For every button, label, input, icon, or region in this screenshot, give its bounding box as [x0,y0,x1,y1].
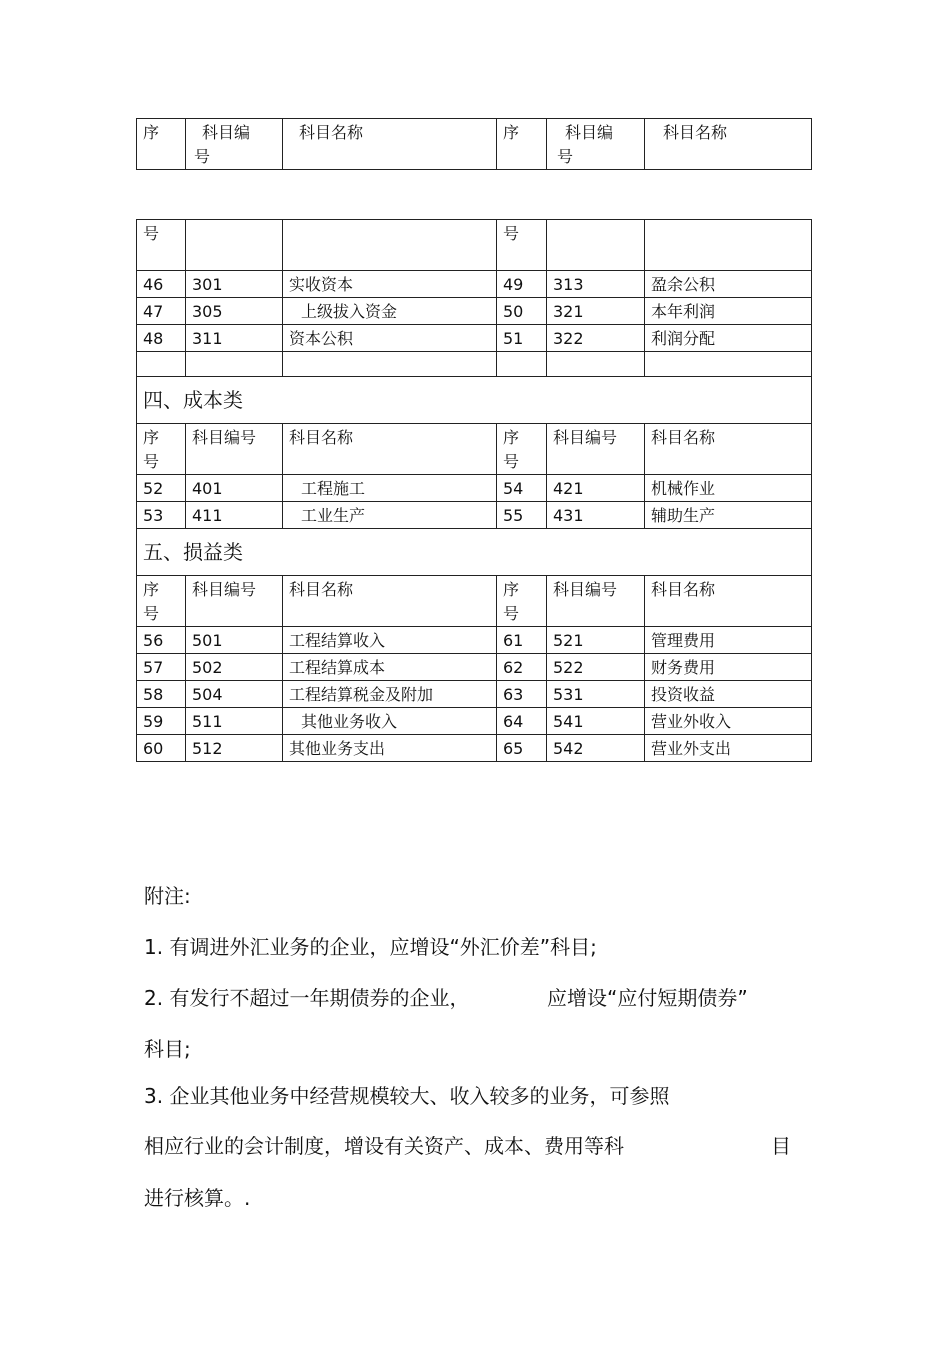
table-row: 53 411 工业生产 55 431 辅助生产 [137,502,812,529]
header-seq: 序 号 [497,576,547,627]
header-code: 科目编号 [547,424,645,475]
note-line: 3. 企业其他业务中经营规模较大、收入较多的业务，可参照 [144,1084,670,1108]
header-name: 科目名称 [283,576,497,627]
table-header-row [137,576,812,627]
notes-heading: 附注: [144,884,191,908]
table-row: 56 501 工程结算收入 61 521 管理费用 [137,627,812,654]
table-row: 47 305 上级拔入资金 50 321 本年利润 [137,298,812,325]
table-header-row [137,119,812,170]
accounts-header-table [136,118,812,170]
section-title: 五、损益类 [137,529,812,576]
note-line: 应增设“应付短期债券” [547,986,748,1010]
continued-header-row [137,220,812,271]
header-name: 科目名称 [283,424,497,475]
blank-row [137,352,812,377]
header-seq: 序 号 [137,576,186,627]
header-code: 科目编号 [186,424,283,475]
header-name: 科目名称 [645,576,812,627]
table-row: 58 504 工程结算税金及附加 63 531 投资收益 [137,681,812,708]
accounts-table [136,219,812,762]
table-row: 57 502 工程结算成本 62 522 财务费用 [137,654,812,681]
header-seq: 序 [137,119,186,170]
table-header-row [137,424,812,475]
header-name: 科目名称 [283,119,497,170]
header-name: 科目名称 [645,424,812,475]
header-seq: 序 号 [497,424,547,475]
header-seq: 序 [497,119,547,170]
header-code: 科目编号 [547,576,645,627]
header-code: 科目编号 [186,576,283,627]
header-seq-cont: 号 [497,220,547,271]
note-line: 科目; [144,1037,191,1061]
table-row: 60 512 其他业务支出 65 542 营业外支出 [137,735,812,762]
table-row: 48 311 资本公积 51 322 利润分配 [137,325,812,352]
header-code: 科目编 号 [186,119,283,170]
table-row: 59 511 其他业务收入 64 541 营业外收入 [137,708,812,735]
header-name: 科目名称 [645,119,812,170]
note-line: 2. 有发行不超过一年期债券的企业， [144,986,470,1010]
section-row [137,529,812,576]
note-line: 1. 有调进外汇业务的企业，应增设“外汇价差”科目; [144,935,597,959]
header-seq-cont: 号 [137,220,186,271]
table-row: 46 301 实收资本 49 313 盈余公积 [137,271,812,298]
note-line: 进行核算。. [144,1186,251,1210]
note-line: 相应行业的会计制度，增设有关资产、成本、费用等科 [144,1134,624,1158]
section-row [137,377,812,424]
header-code: 科目编 号 [547,119,645,170]
header-seq: 序 号 [137,424,186,475]
table-row: 52 401 工程施工 54 421 机械作业 [137,475,812,502]
section-title: 四、成本类 [137,377,812,424]
note-line: 目 [771,1134,791,1158]
